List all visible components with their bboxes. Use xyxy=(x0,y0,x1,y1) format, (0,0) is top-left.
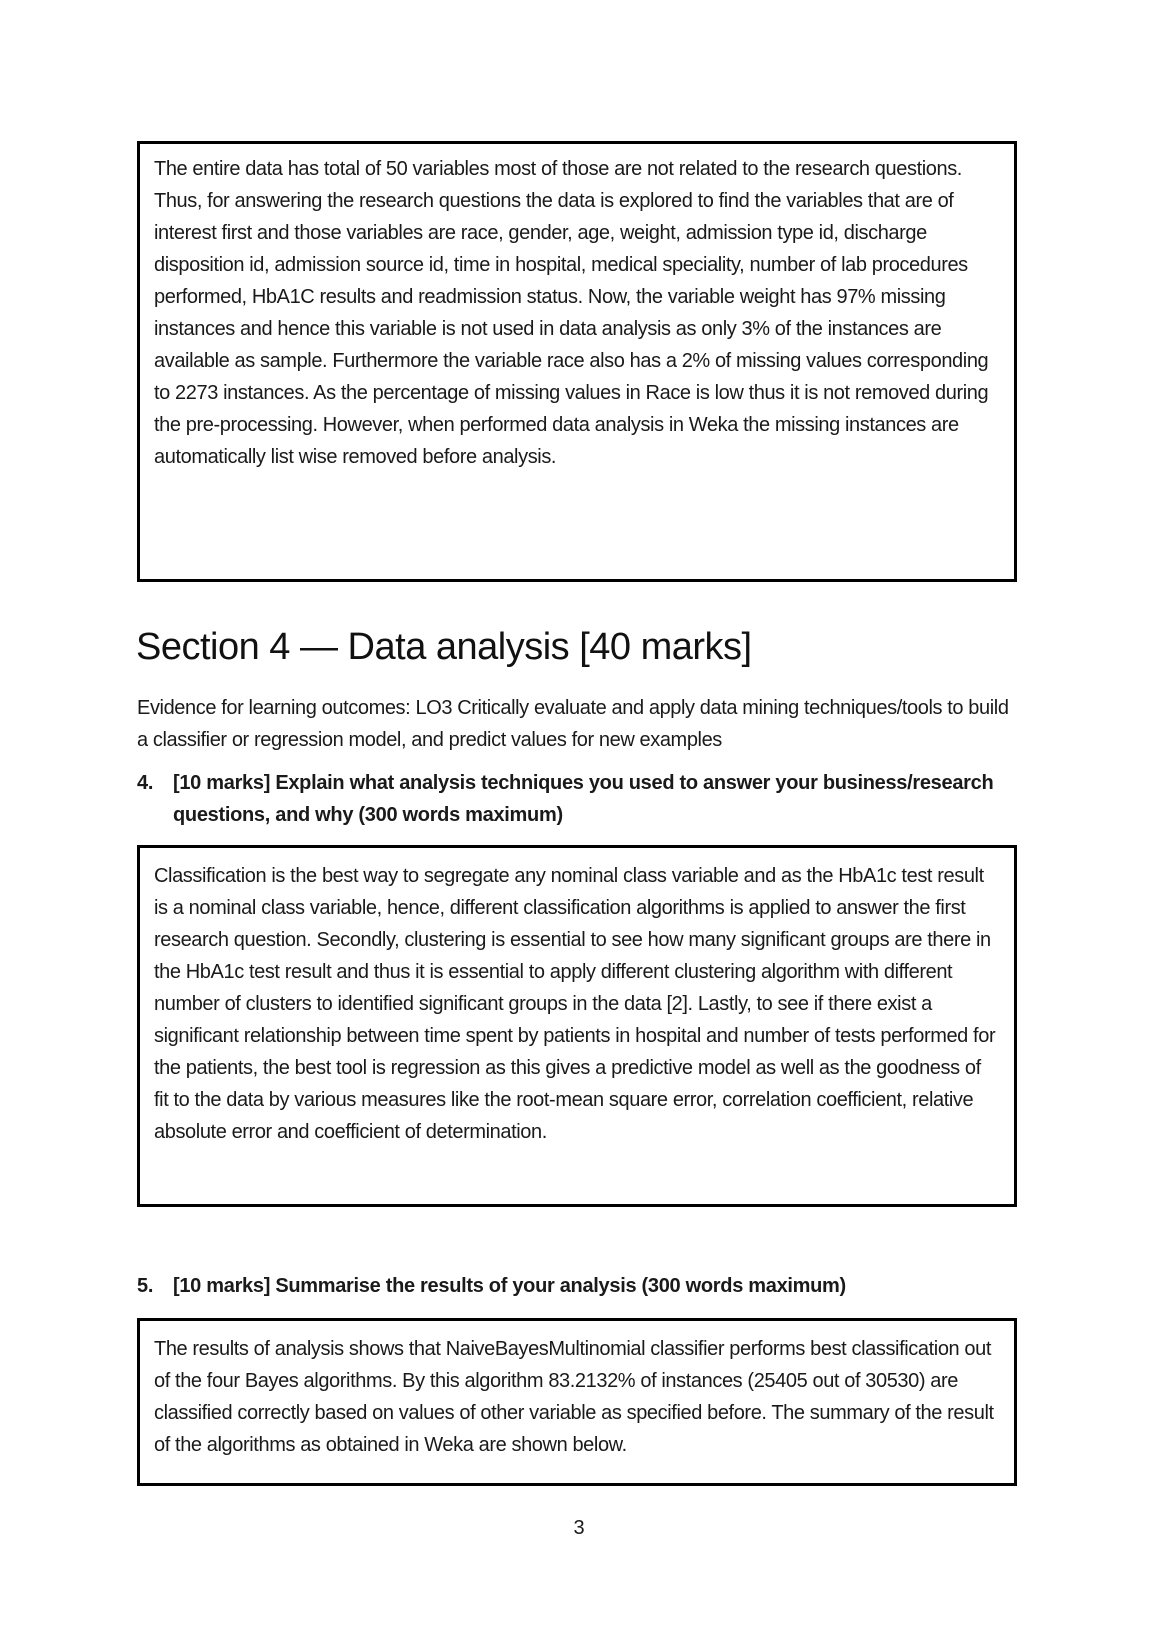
question-5 xyxy=(137,1270,1027,1302)
question-4-number: 4. xyxy=(137,772,154,794)
question-5-number: 5. xyxy=(137,1275,154,1297)
evidence-paragraph: Evidence for learning outcomes: LO3 Critically evaluate and apply data mining techniques/tools to build a classifier or regression model, and predict values for new examples xyxy=(137,697,1009,751)
answer-box-data-exploration xyxy=(137,141,1017,582)
page-number: 3 xyxy=(573,1517,585,1539)
answer-text-data-exploration: The entire data has total of 50 variables most of those are not related to the research questions. Thus, for answering the research questions the data is explored to find the variables that are of interest first and those variables are race, gender, age, weight, admission type id, discharge disposition id, admission source id, time in hospital, medical speciality, number of lab procedures performed, HbA1C results and readmission status. Now, the variable weight has 97% missing instances and hence this variable is not used in data analysis as only 3% of the instances are available as sample. Furthermore the variable race also has a 2% of missing values corresponding to 2273 instances. As the percentage of missing values in Race is low thus it is not removed during the pre-processing. However, when performed data analysis in Weka the missing instances are automatically list wise removed before analysis. xyxy=(154,158,989,468)
question-4 xyxy=(137,767,1027,831)
answer-text-analysis-techniques: Classification is the best way to segregate any nominal class variable and as the HbA1c test result is a nominal class variable, hence, different classification algorithms is applied to answer the first research question. Secondly, clustering is essential to see how many significant groups are there in the HbA1c test result and thus it is essential to apply different clustering algorithm with different number of clusters to identified significant groups in the data [2]. Lastly, to see if there exist a significant relationship between time spent by patients in hospital and number of tests performed for the patients, the best tool is regression as this gives a predictive model as well as the goodness of fit to the data by various measures like the root-mean square error, correlation coefficient, relative absolute error and coefficient of determination. xyxy=(154,865,996,1143)
answer-box-results-summary xyxy=(137,1318,1017,1486)
question-5-text: [10 marks] Summarise the results of your analysis (300 words maximum) xyxy=(173,1275,846,1297)
answer-text-results-summary: The results of analysis shows that NaiveBayesMultinomial classifier performs best classification out of the four Bayes algorithms. By this algorithm 83.2132% of instances (25405 out of 30530) are classified correctly based on values of other variable as specified before. The summary of the result of the algorithms as obtained in Weka are shown below. xyxy=(154,1338,994,1456)
section-4-heading: Section 4 — Data analysis [40 marks] xyxy=(136,626,752,668)
question-4-text: [10 marks] Explain what analysis techniques you used to answer your business/research questions, and why (300 words maximum) xyxy=(173,772,994,826)
answer-box-analysis-techniques xyxy=(137,845,1017,1207)
